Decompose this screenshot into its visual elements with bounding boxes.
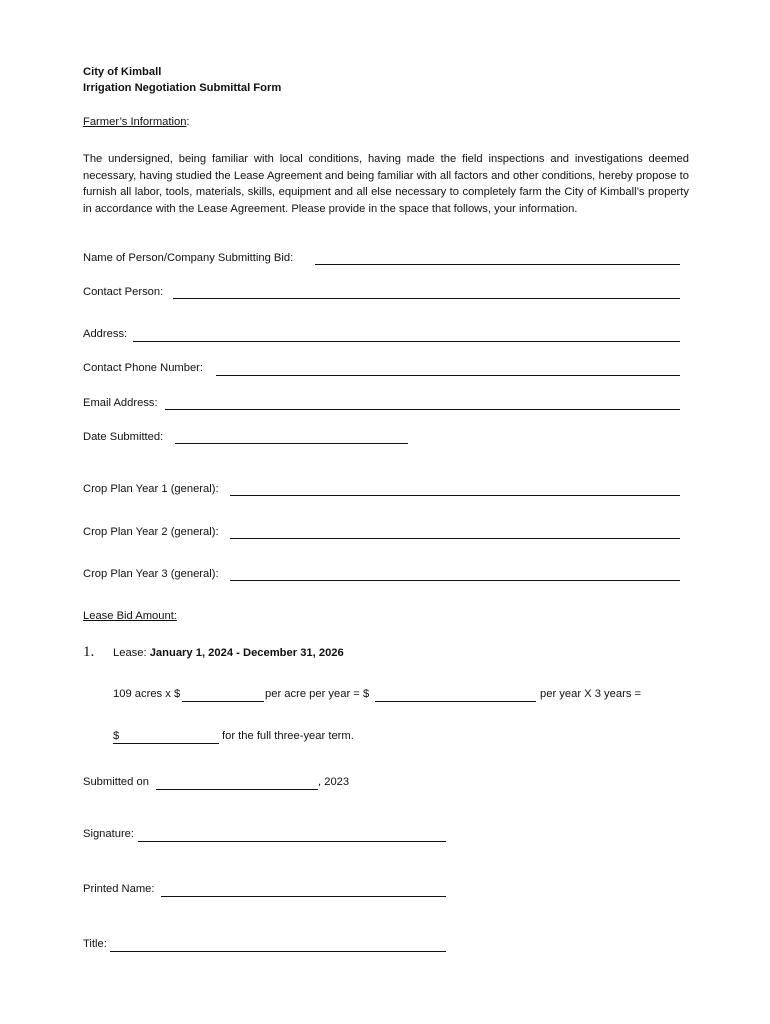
signature-label: Signature: xyxy=(83,828,134,840)
per-acre-text: per acre per year = $ xyxy=(265,688,370,700)
phone-field[interactable] xyxy=(216,375,680,376)
per-year-amount-field[interactable] xyxy=(375,701,536,702)
date-submitted-field[interactable] xyxy=(175,443,408,444)
email-field[interactable] xyxy=(165,409,680,410)
crop-plan-1-label: Crop Plan Year 1 (general): xyxy=(83,483,219,495)
farmer-info-heading-colon: : xyxy=(186,116,190,128)
farmer-info-heading-text: Farmer’s Information xyxy=(83,116,187,128)
total-suffix-text: for the full three-year term. xyxy=(222,730,354,742)
address-field[interactable] xyxy=(133,341,680,342)
lease-bid-heading: Lease Bid Amount: xyxy=(83,610,177,622)
crop-plan-2-field[interactable] xyxy=(230,538,680,539)
contact-person-label: Contact Person: xyxy=(83,286,164,298)
name-field[interactable] xyxy=(315,264,680,265)
per-acre-amount-field[interactable] xyxy=(182,701,264,702)
printed-name-field[interactable] xyxy=(161,896,446,897)
lease-item-number: 1. xyxy=(83,644,95,660)
contact-person-field[interactable] xyxy=(173,298,680,299)
crop-plan-3-label: Crop Plan Year 3 (general): xyxy=(83,568,219,580)
crop-plan-3-field[interactable] xyxy=(230,580,680,581)
form-title: Irrigation Negotiation Submittal Form xyxy=(83,82,282,94)
crop-plan-1-field[interactable] xyxy=(230,495,680,496)
phone-label: Contact Phone Number: xyxy=(83,362,204,374)
lease-term: January 1, 2024 - December 31, 2026 xyxy=(149,647,344,659)
submitted-year: , 2023 xyxy=(318,776,350,788)
submitted-on-field[interactable] xyxy=(156,789,318,790)
total-dollar-sign: $ xyxy=(113,730,120,742)
city-name: City of Kimball xyxy=(83,66,162,78)
crop-plan-2-label: Crop Plan Year 2 (general): xyxy=(83,526,219,538)
date-submitted-label: Date Submitted: xyxy=(83,431,164,443)
lease-label: Lease: xyxy=(113,647,147,659)
intro-paragraph: The undersigned, being familiar with local conditions, having made the field inspections and investigations deemed necessary, having studied the Lease Agreement and being familiar with all factors and other conditions, hereby propose to furnish all labor, tools, materials, skills, equipment and all else necessary to completely farm the City of Kimball’s property in accordance with the Lease Agreement. Please provide in the space that follows, your information. xyxy=(83,153,689,215)
submitted-on-label: Submitted on xyxy=(83,776,149,788)
acres-text: 109 acres x $ xyxy=(113,688,181,700)
total-amount-field[interactable] xyxy=(113,743,219,744)
title-label: Title: xyxy=(83,938,107,950)
name-label: Name of Person/Company Submitting Bid: xyxy=(83,252,294,264)
per-year-text: per year X 3 years = xyxy=(540,688,642,700)
email-label: Email Address: xyxy=(83,397,158,409)
printed-name-label: Printed Name: xyxy=(83,883,155,895)
farmer-info-heading xyxy=(83,116,190,128)
title-field[interactable] xyxy=(110,951,446,952)
signature-field[interactable] xyxy=(138,841,446,842)
lease-term-line xyxy=(113,647,344,659)
address-label: Address: xyxy=(83,328,128,340)
